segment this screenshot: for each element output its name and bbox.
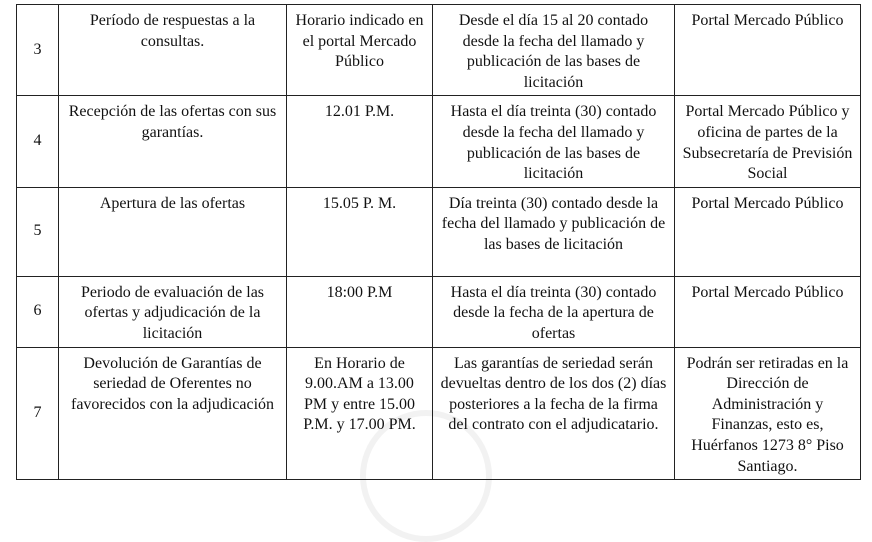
row-number: 7 bbox=[17, 347, 59, 480]
date-cell: Las garantías de seriedad serán devueltas dentro de los dos (2) días posteriores a la fecha de la firma del contrato con el adjudicatario. bbox=[433, 347, 675, 480]
activity-cell: Devolución de Garantías de seriedad de Oferentes no favorecidos con la adjudicación bbox=[59, 347, 287, 480]
time-cell: En Horario de 9.00.AM a 13.00 PM y entre 15.00 P.M. y 17.00 PM. bbox=[287, 347, 433, 480]
place-cell: Portal Mercado Público bbox=[675, 187, 861, 276]
row-number: 3 bbox=[17, 5, 59, 96]
place-cell: Portal Mercado Público bbox=[675, 276, 861, 347]
place-cell: Portal Mercado Público y oficina de partes de la Subsecretaría de Previsión Social bbox=[675, 96, 861, 187]
date-cell: Hasta el día treinta (30) contado desde la fecha del llamado y publicación de las bases de licitación bbox=[433, 96, 675, 187]
row-number: 6 bbox=[17, 276, 59, 347]
activity-cell: Apertura de las ofertas bbox=[59, 187, 287, 276]
table-row bbox=[17, 96, 861, 187]
row-number: 5 bbox=[17, 187, 59, 276]
date-cell: Desde el día 15 al 20 contado desde la fecha del llamado y publicación de las bases de licitación bbox=[433, 5, 675, 96]
activity-cell: Recepción de las ofertas con sus garantías. bbox=[59, 96, 287, 187]
place-cell: Portal Mercado Público bbox=[675, 5, 861, 96]
row-number: 4 bbox=[17, 96, 59, 187]
table-row bbox=[17, 276, 861, 347]
time-cell: Horario indicado en el portal Mercado Público bbox=[287, 5, 433, 96]
activity-cell: Periodo de evaluación de las ofertas y adjudicación de la licitación bbox=[59, 276, 287, 347]
place-cell: Podrán ser retiradas en la Dirección de Administración y Finanzas, esto es, Huérfanos 1273 8° Piso Santiago. bbox=[675, 347, 861, 480]
date-cell: Día treinta (30) contado desde la fecha del llamado y publicación de las bases de licitación bbox=[433, 187, 675, 276]
tender-schedule-table bbox=[16, 4, 861, 480]
table-row bbox=[17, 5, 861, 96]
table-row bbox=[17, 347, 861, 480]
time-cell: 15.05 P. M. bbox=[287, 187, 433, 276]
date-cell: Hasta el día treinta (30) contado desde la fecha de la apertura de ofertas bbox=[433, 276, 675, 347]
table-row bbox=[17, 187, 861, 276]
activity-cell: Período de respuestas a la consultas. bbox=[59, 5, 287, 96]
time-cell: 18:00 P.M bbox=[287, 276, 433, 347]
time-cell: 12.01 P.M. bbox=[287, 96, 433, 187]
